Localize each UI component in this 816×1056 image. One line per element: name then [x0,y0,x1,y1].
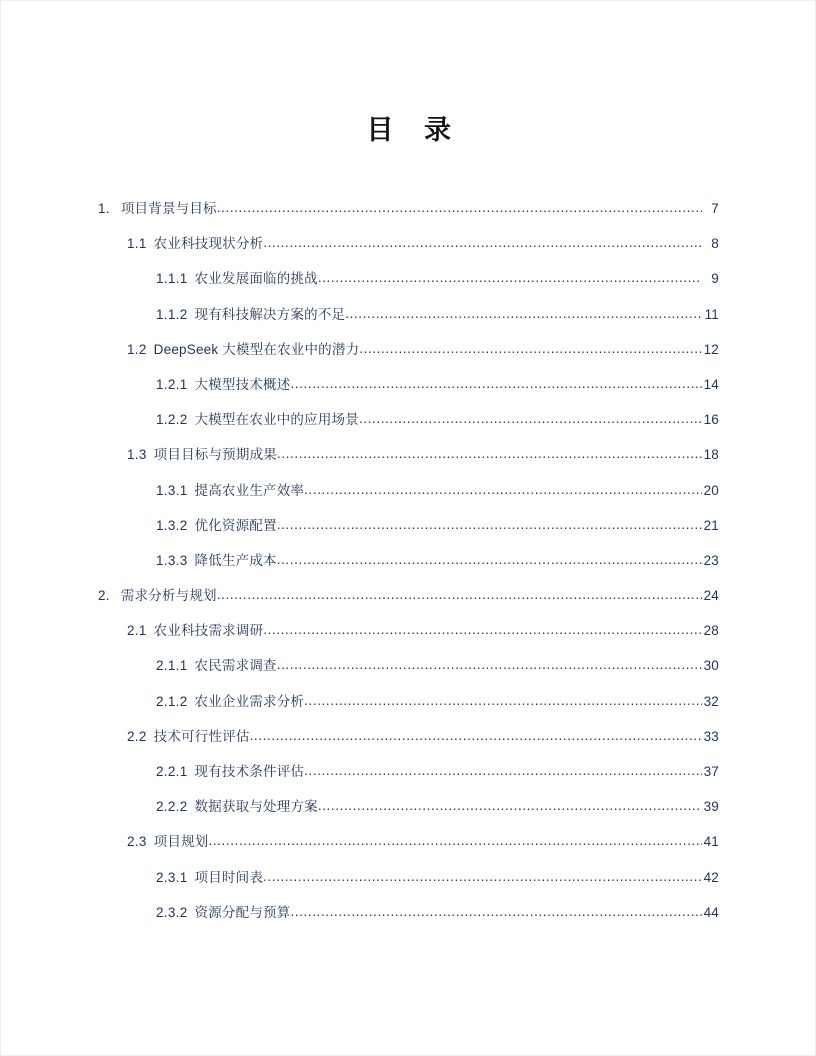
toc-leader-dots [345,306,702,319]
toc-entry-number: 2.2.2 [156,799,188,815]
toc-entry-page-number: 8 [711,236,719,252]
toc-entry[interactable] [1,338,816,373]
toc-entry-number: 2.2.1 [156,764,188,779]
toc-leader-dots [318,798,702,811]
toc-entry-title: 现有科技解决方案的不足 [194,306,346,322]
toc-leader-dots [318,270,702,283]
toc-entry[interactable] [1,901,816,936]
toc-entry-number: 1.3 [127,447,147,463]
toc-entry-page-number: 20 [703,482,719,498]
toc-entry-page-number: 33 [703,728,719,744]
toc-leader-dots [290,904,702,917]
toc-entry-number: 2. [98,588,110,604]
toc-entry-page-number: 32 [703,693,719,709]
toc-entry-page-number: 21 [703,517,719,533]
toc-entry-title: 需求分析与规划 [120,588,217,604]
toc-entry[interactable] [1,373,816,408]
toc-entry-number: 1.3.2 [156,517,188,533]
toc-entry-page-number: 37 [703,764,719,779]
toc-entry[interactable] [1,303,816,338]
toc-entry-title: 资源分配与预算 [194,904,291,920]
page-title-char-1: 目 [366,115,394,145]
toc-entry-page-number: 39 [703,799,719,815]
toc-entry[interactable] [1,443,816,478]
toc-entry-number: 1.2.2 [156,412,188,428]
toc-entry-page-number: 14 [703,376,719,392]
toc-entry-title: 数据获取与处理方案 [194,799,318,815]
toc-entry-page-number: 23 [703,552,719,568]
toc-entry-number: 1. [98,201,110,216]
toc-entry-number: 2.3.1 [156,869,188,885]
toc-entry[interactable] [1,795,816,830]
toc-leader-dots [263,622,702,635]
toc-entry-page-number: 44 [703,904,719,920]
toc-entry[interactable] [1,866,816,901]
toc-entry[interactable] [1,232,816,267]
toc-leader-dots [359,411,702,424]
toc-leader-dots [217,587,702,600]
toc-entry-page-number: 11 [704,306,719,322]
toc-leader-dots [304,693,702,706]
toc-entry-page-number: 7 [711,201,719,216]
toc-entry-page-number: 16 [703,412,719,428]
toc-entry-title: 农业发展面临的挑战 [194,271,318,287]
toc-entry-page-number: 42 [703,869,719,885]
toc-leader-dots [304,763,702,776]
toc-entry[interactable] [1,690,816,725]
toc-leader-dots [359,341,702,354]
toc-entry[interactable] [1,619,816,654]
toc-leader-dots [277,446,702,459]
toc-entry-title: 农业企业需求分析 [194,693,305,709]
toc-entry-page-number: 9 [711,271,719,287]
toc-entry-title: 技术可行性评估 [153,728,250,744]
toc-leader-dots [277,552,702,565]
toc-entry-number: 1.3.1 [156,482,188,498]
toc-entry[interactable] [1,408,816,443]
toc-entry-number: 1.3.3 [156,552,188,568]
toc-entry-number: 1.2.1 [156,376,188,392]
toc-leader-dots [277,657,702,670]
toc-entry-page-number: 24 [703,588,719,604]
toc-entry-number: 2.1.1 [156,658,188,674]
toc-entry-title: 农民需求调查 [194,658,277,674]
toc-entry-title: 现有技术条件评估 [194,764,305,779]
toc-entry-number: 2.3 [127,834,147,850]
toc-entry-number: 1.2 [127,341,147,357]
toc-entry-title: 项目时间表 [194,869,264,885]
toc-entry-number: 1.1 [127,236,147,252]
toc-entry-title: 大模型在农业中的应用场景 [194,412,359,428]
toc-entry-page-number: 41 [703,834,719,850]
toc-entry-title: 提高农业生产效率 [194,482,305,498]
toc-entry[interactable] [1,514,816,549]
toc-leader-dots [290,376,702,389]
toc-entry-page-number: 30 [703,658,719,674]
toc-entry-page-number: 28 [703,623,719,639]
toc-entry-number: 1.1.1 [156,271,188,287]
toc-entry[interactable] [1,584,816,619]
toc-entry[interactable] [1,654,816,689]
toc-entry-page-number: 12 [703,341,719,357]
toc-entry-number: 2.2 [127,728,147,744]
page-title [1,114,816,146]
toc-entry-title: 农业科技需求调研 [153,623,264,639]
toc-leader-dots [250,728,702,741]
toc-entry[interactable] [1,725,816,760]
toc-entry-title: 优化资源配置 [194,517,277,533]
toc-entry-title: 大模型技术概述 [194,376,291,392]
toc-entry-title: 降低生产成本 [194,552,277,568]
toc-entry-page-number: 18 [703,447,719,463]
toc-entry[interactable] [1,760,816,795]
toc-entry[interactable] [1,267,816,302]
toc-entry-number: 1.1.2 [156,306,188,322]
toc-entry[interactable] [1,830,816,865]
toc-leader-dots [277,517,702,530]
toc-leader-dots [208,833,702,846]
toc-leader-dots [263,235,702,248]
toc-entry[interactable] [1,549,816,584]
toc-leader-dots [263,869,702,882]
toc-entry-title: 项目背景与目标 [120,201,217,216]
toc-entry-title: 项目目标与预期成果 [153,447,277,463]
toc-entry-title: DeepSeek 大模型在农业中的潜力 [153,341,360,357]
page-title-char-2: 录 [424,115,452,145]
toc-leader-dots [217,200,702,213]
toc-entry-number: 2.3.2 [156,904,188,920]
toc-entry[interactable] [1,197,816,232]
toc-entry-title: 项目规划 [153,834,209,850]
toc-entry-title: 农业科技现状分析 [153,236,264,252]
table-of-contents [1,197,816,936]
toc-entry[interactable] [1,479,816,514]
toc-leader-dots [304,482,702,495]
toc-entry-number: 2.1.2 [156,693,188,709]
toc-entry-number: 2.1 [127,623,147,639]
